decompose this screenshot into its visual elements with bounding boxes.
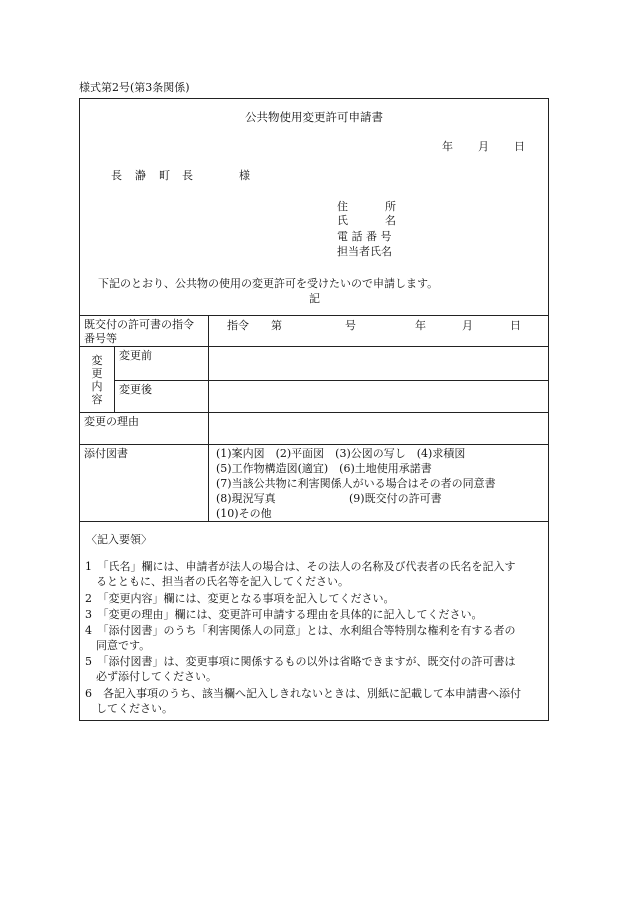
table-top-line — [79, 315, 549, 316]
note-line: 同意です。 — [85, 639, 151, 652]
note-line: 6 各記入事項のうち、該当欄へ記入しきれないときは、別紙に記載して本申請書へ添付 — [85, 687, 521, 700]
notes-heading: 〈記入要領〉 — [86, 533, 152, 546]
date-day: 日 — [514, 140, 525, 153]
change-before-label: 変更前 — [119, 349, 152, 362]
addressee-char-4: 長 — [182, 169, 193, 182]
attachment-line-6: (10)その他 — [216, 507, 272, 520]
change-content-char-2: 更 — [91, 367, 103, 380]
date-year: 年 — [442, 140, 453, 153]
note-line: してください。 — [85, 702, 173, 715]
intro-text: 下記のとおり、公共物の使用の変更許可を受けたいので申請します。 — [98, 277, 439, 290]
attachment-line-1: (1)案内図 (2)平面図 (3)公図の写し (4)求積図 — [216, 447, 466, 460]
change-after-label: 変更後 — [119, 383, 152, 396]
ki-label: 記 — [309, 292, 320, 305]
addressee-char-3: 町 — [159, 169, 170, 182]
note-line: 必ず添付してください。 — [85, 670, 217, 683]
attachment-line-2: (5)工作物構造図(適宜) (6)土地使用承諾書 — [216, 462, 432, 475]
permit-ref-day: 日 — [510, 319, 521, 332]
permit-ref-dai: 第 — [271, 319, 282, 332]
row-line-4 — [79, 521, 549, 522]
applicant-name-char-1: 氏 — [337, 214, 348, 227]
attachment-line-5: (9)既交付の許可書 — [349, 492, 442, 505]
permit-ref-go: 号 — [345, 319, 356, 332]
change-content-char-1: 変 — [91, 354, 103, 367]
application-form-frame — [79, 98, 549, 721]
note-line: 1 「氏名」欄には、申請者が法人の場合は、その法人の名称及び代表者の氏名を記入す — [85, 560, 516, 573]
attachments-label: 添付図書 — [84, 447, 128, 460]
change-content-char-3: 内 — [91, 380, 103, 393]
addressee-char-2: 瀞 — [135, 169, 146, 182]
form-number-label: 様式第2号(第3条関係) — [79, 81, 190, 94]
addressee-honorific: 様 — [239, 169, 250, 182]
note-line: るとともに、担当者の氏名等を記入してください。 — [85, 575, 349, 588]
note-line: 5 「添付図書」は、変更事項に関係するもの以外は省略できますが、既交付の許可書は — [85, 655, 516, 668]
applicant-phone-label: 電 話 番 号 — [337, 230, 392, 243]
label-column-divider — [208, 315, 209, 521]
attachment-line-3: (7)当該公共物に利害関係人がいる場合はその者の同意書 — [216, 477, 496, 490]
form-title: 公共物使用変更許可申請書 — [245, 110, 383, 124]
note-line: 4 「添付図書」のうち「利害関係人の同意」とは、水利組合等特別な権利を有する者の — [85, 624, 516, 637]
permit-ref-label-line2: 番号等 — [84, 332, 117, 345]
change-content-divider — [114, 346, 115, 412]
permit-ref-label-line1: 既交付の許可書の指令 — [84, 318, 194, 331]
row-line-3 — [79, 444, 549, 445]
note-line: 2 「変更内容」欄には、変更となる事項を記入してください。 — [85, 592, 395, 605]
change-content-vertical-label — [90, 354, 104, 406]
row-line-1 — [79, 346, 549, 347]
applicant-address-char-1: 住 — [337, 200, 348, 213]
row-line-2 — [79, 412, 549, 413]
note-line: 3 「変更の理由」欄には、変更許可申請する理由を具体的に記入してください。 — [85, 608, 483, 621]
applicant-address-char-2: 所 — [385, 200, 396, 213]
applicant-contact-label: 担当者氏名 — [337, 245, 392, 258]
permit-ref-month: 月 — [462, 319, 473, 332]
change-content-char-4: 容 — [91, 393, 103, 406]
applicant-name-char-2: 名 — [385, 214, 396, 227]
row-line-change-mid — [114, 380, 549, 381]
change-reason-label: 変更の理由 — [84, 415, 139, 428]
permit-ref-shirei: 指令 — [227, 319, 249, 332]
permit-ref-year: 年 — [415, 319, 426, 332]
date-month: 月 — [478, 140, 489, 153]
addressee-char-1: 長 — [111, 169, 122, 182]
attachment-line-4: (8)現況写真 — [216, 492, 276, 505]
